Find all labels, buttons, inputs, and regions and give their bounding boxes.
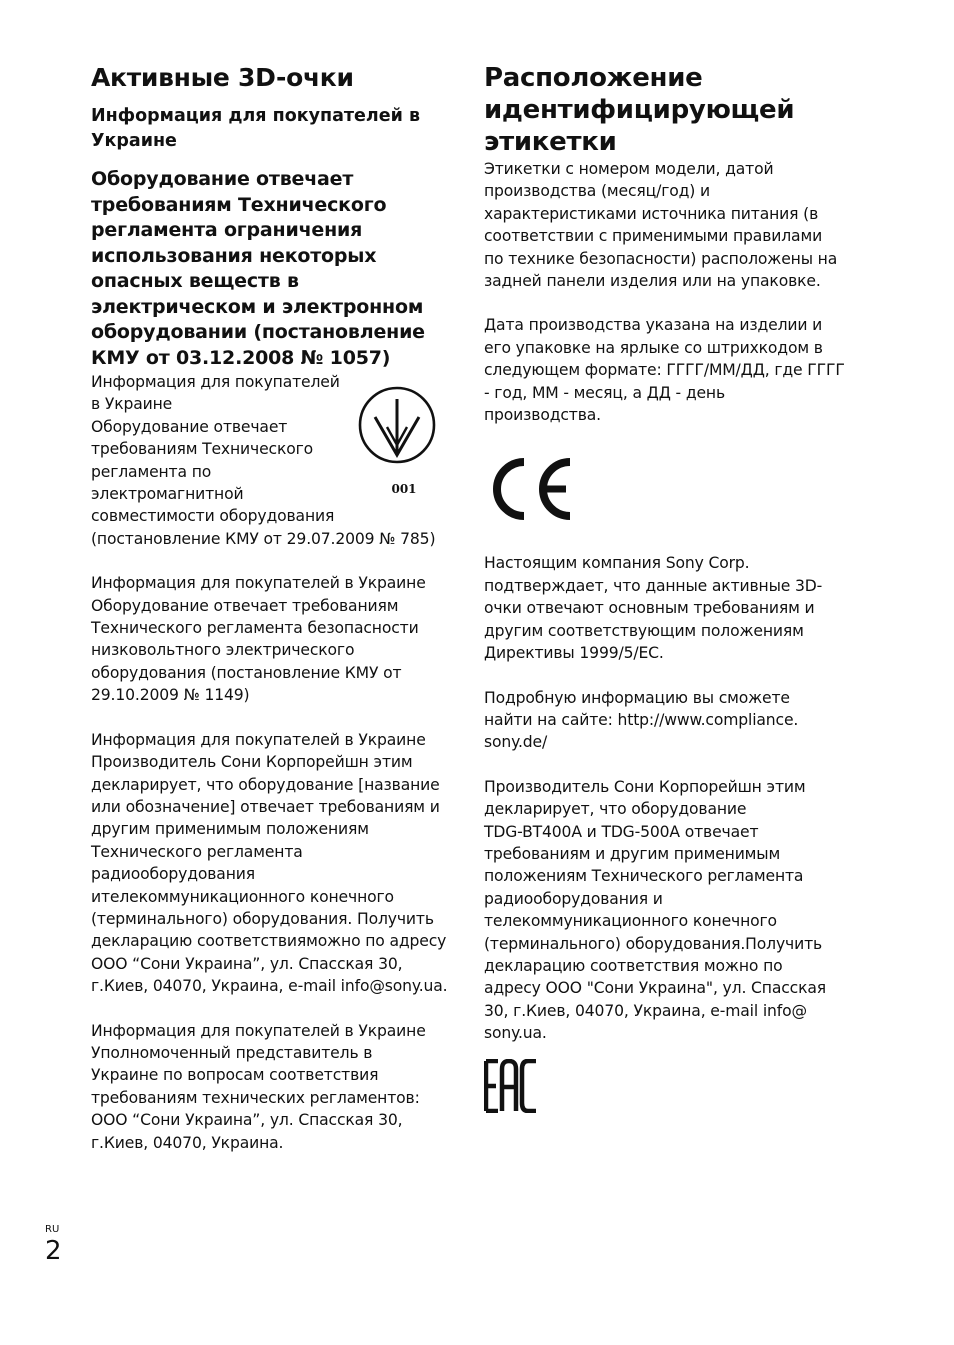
label-info-text: Этикетки с номером модели, датой производства (месяц/год) и характеристиками источника питания (в соответствии с применимыми правилами по технике безопасности) расположены на задней панели изделия или на упаковке. [484,160,838,291]
left-column [91,62,459,1154]
representative-text: Информация для покупателей в Украине Уполномоченный представитель в Украине по вопросам соответствия требованиям технических регламентов: ООО “Сони Украина”, ул. Спасская 30, г.Киев, 04070, Украина. [91,1021,426,1152]
language-code: RU [45,1224,60,1235]
sony-declaration-text: Настоящим компания Sony Corp. подтверждает, что данные активные 3D- очки отвечают основным требованиям и другим соответствующим положениям Директивы 1999/5/EC. [484,554,823,663]
regulation-heading: Оборудование отвечает требованиям Технического регламента ограничения использования некоторых опасных веществ в электрическом и электронном оборудовании (постановление КМУ от 03.12.2008 № 1057) [91,168,425,369]
page-footer [45,1224,62,1266]
production-date-text: Дата производства указана на изделии и его упаковке на ярлыке со штрихкодом в следующем формате: ГГГГ/ММ/ДД, где ГГГГ - год, ММ - месяц, а ДД - день производства. [484,316,845,425]
emc-block [91,371,459,550]
low-voltage-text: Информация для покупателей в Украине Оборудование отвечает требованиям Технического регламента безопасности низковольтного электрического оборудования (постановление КМУ от 29.10.2009 № 1149) [91,574,426,705]
manufacturer-declaration-text: Производитель Сони Корпорейшн этим декларирует, что оборудование TDG-BT400A и TDG-500A отвечает требованиям и другим применимым положениям Технического регламента радиооборудования и телекоммуникационного конечного (терминального) оборудования.Получить декларацию соответствия можно по адресу ООО "Сони Украина", ул. Спасская 30, г.Киев, 04070, Украина, e-mail info@ sony.ua. [484,777,827,1043]
website-info-text: Подробную информацию вы сможете найти на сайте: http://www.compliance. sony.de/ [484,688,799,752]
right-column [484,62,854,1113]
page-number: 2 [45,1236,62,1266]
section-subtitle: Информация для покупателей в Украине [91,106,421,151]
page-title: Активные 3D-очки [91,63,354,92]
ua-mark-code: 001 [391,482,417,496]
radio-equipment-text: Информация для покупателей в Украине Производитель Сони Корпорейшн этим декларирует, что оборудование [название или обозначение] отвечает требованиям и другим применимым положениям Технического регламента радиооборудования ителекоммуникационного конечного (терминального) оборудования. Получить декларацию соответствиям​ожно по адресу ООО “Сони Украина”, ул. Спасская 30, г.Киев, 04070, Украина, e-mail info@sony.ua. [91,730,448,996]
label-location-title: Расположение идентифицирующей этикетки [484,63,795,157]
eac-mark-icon [484,1059,540,1113]
ce-mark-icon [484,456,576,522]
ua-conformity-mark-icon [357,377,447,497]
emc-text: Информация для покупателей в Украине Оборудование отвечает требованиям Технического регламента по электромагнитной совместимости оборудования (постановление КМУ от 29.07.2009 № 785) [91,373,436,548]
